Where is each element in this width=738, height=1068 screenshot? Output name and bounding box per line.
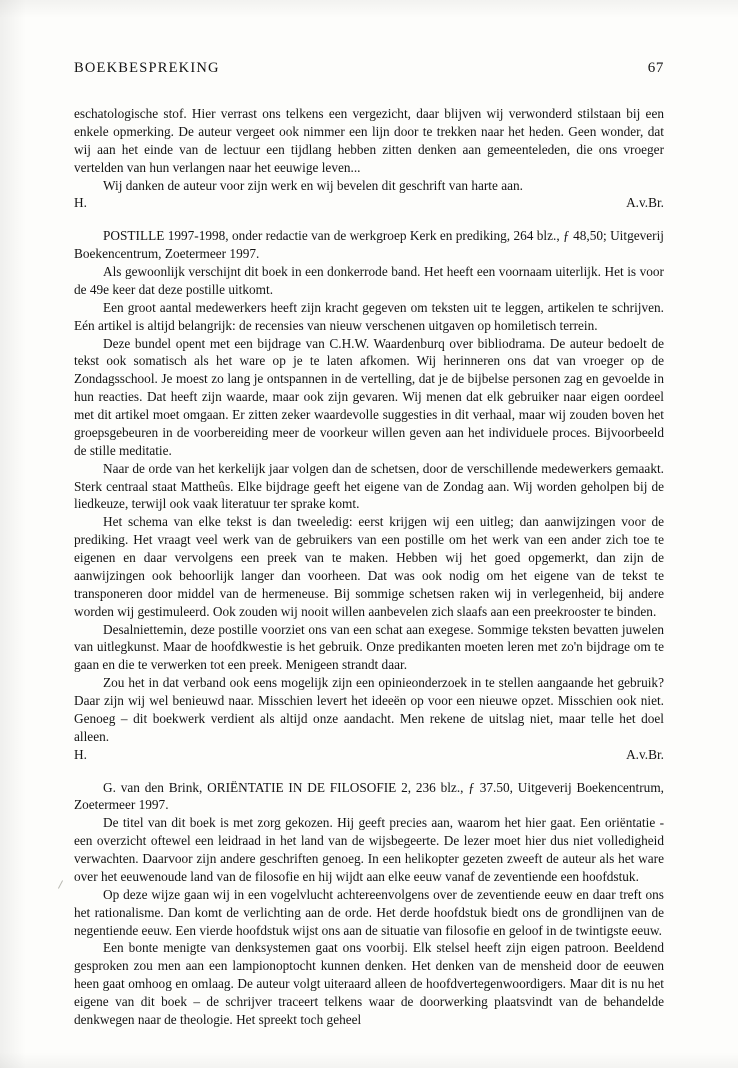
page-number: 67 — [647, 60, 664, 76]
entry-orientatie-para-1: De titel van dit boek is met zorg gekozen. Hij geeft precies aan, waarom het hier gaat. Een oriëntatie - een overzicht oftewel een leidraad in het land van de wijsbegeerte. De lezer moet hier dus niet volledigheid verwachten. Daarvoor zijn andere geschriften genoeg. In een helikopter gezeten zweeft de auteur als het ware over het eeuwenoude land van de filosofie en hij wijdt aan elke eeuw vanaf de zeventiende een hoofdstuk. — [74, 815, 664, 884]
scan-artifact-mark — [58, 880, 63, 888]
entry-postille-para-7: Zou het in dat verband ook eens mogelijk zijn een opinieonderzoek in te stellen aangaande het gebruik? Daar zijn wij wel benieuwd naar. Misschien levert het ideeën op voor een nieuwe opzet. Misschien ook niet. Genoeg – dit boekwerk verdient als altijd onze aandacht. Men rekene de uitslag niet, maar telle het doel alleen. — [74, 675, 664, 744]
entry-postille-para-5: Het schema van elke tekst is dan tweeledig: eerst krijgen wij een uitleg; dan aanwijzingen voor de prediking. Het vraagt veel werk van de gebruikers van een postille om het werk van een ander zich toe te eigenen en daar vervolgens een preek van te maken. Hebben wij het goed opgemerkt, dan zijn de aanwijzingen ook behoorlijk langer dan voorheen. Dat was ook nodig om het eigene van de tekst te transponeren door middel van de hermeneuse. Bij sommige schetsen raken wij in verlegenheid, bij andere worden wij gestimuleerd. Ook zouden wij nooit willen aanbevelen zich slaafs aan een preekrooster te binden. — [74, 514, 664, 619]
signature-line-2 — [74, 746, 664, 764]
entry-postille-para-4: Naar de orde van het kerkelijk jaar volgen dan de schetsen, door de verschillende medewerkers gemaakt. Sterk centraal staat Mattheûs. Elke bijdrage geeft het eigene van de Zondag aan. Wij worden geholpen bij de liedkeuze, terwijl ook vaak literatuur ter sprake komt. — [74, 460, 664, 512]
signature-left-2: H. — [74, 746, 87, 762]
page-bottom-shading — [0, 1052, 738, 1068]
entry-postille-para-1: Als gewoonlijk verschijnt dit boek in een donkerrode band. Het heeft een voornaam uiterlijk. Het is voor de 49e keer dat deze postille uitkomt. — [74, 264, 664, 297]
running-head-title: BOEKBESPREKING — [74, 60, 220, 76]
page-left-shading — [0, 0, 26, 1068]
review-entry-orientatie — [74, 779, 664, 1029]
entry-orientatie-para-3: Een bonte menigte van denksystemen gaat ons voorbij. Elk stelsel heeft zijn eigen patroon. Beeldend gesproken zou men aan een lampionoptocht kunnen denken. Het denken van de mensheid door de eeuwen heen gaat omhoog en omlaag. De auteur volgt uiteraard alleen de hoofdvertegenwoordigers. Maar dit is nu het eigene van dit boek – de schrijver traceert telkens waar de doorwerking plaatsvindt van de behandelde denkwegen naar de theologie. Het spreekt toch geheel — [74, 940, 664, 1027]
signature-right-1: A.v.Br. — [626, 195, 664, 211]
entry-orientatie-para-2: Op deze wijze gaan wij in een vogelvlucht achtereenvolgens over de zeventiende eeuw en daar treft ons het rationalisme. Dan komt de verlichting aan de orde. Het derde hoofdstuk biedt ons de grondlijnen van de negentiende eeuw. Een vierde hoofdstuk wijst ons aan de situatie van filosofie en geloof in de twintigste eeuw. — [74, 886, 664, 938]
signature-right-2: A.v.Br. — [626, 746, 664, 762]
review-entry-postille — [74, 227, 664, 763]
signature-line-1 — [74, 194, 664, 212]
entry-postille-para-6: Desalniettemin, deze postille voorziet ons van een schat aan exegese. Sommige teksten bevatten juwelen van uitlegkunst. Maar de hoofdkwestie is het gebruik. Onze predikanten moeten leren met zo'n bijdrage om te gaan en die te verwerken tot een preek. Menigeen strandt daar. — [74, 621, 664, 673]
page-content — [74, 60, 664, 1029]
running-head — [74, 60, 664, 77]
paragraph-continued: eschatologische stof. Hier verrast ons telkens een vergezicht, daar blijven wij verwonderd stilstaan bij een enkele opmerking. De auteur vergeet ook nimmer een lijn door te trekken naar het heden. Geen wonder, dat wij aan het einde van de lectuur een tijdlang hebben zitten denken aan gemeenteleden, die ons vroeger vertelden van hun verlangen naar het eeuwige leven... — [74, 106, 664, 175]
paragraph-thanks: Wij danken de auteur voor zijn werk en wij bevelen dit geschrift van harte aan. — [103, 177, 524, 193]
entry-heading-postille: POSTILLE 1997-1998, onder redactie van de werkgroep Kerk en prediking, 264 blz., ƒ 48,50; Uitgeverij Boekencentrum, Zoetermeer 1997. — [74, 228, 664, 262]
entry-postille-para-2: Een groot aantal medewerkers heeft zijn kracht gegeven om teksten uit te leggen, artikelen te schrijven. Eén artikel is altijd belangrijk: de recensies van nieuw verschenen uitgaven op homiletisch terrein. — [74, 299, 664, 333]
page-top-shading — [0, 0, 738, 18]
entry-heading-orientatie: G. van den Brink, ORIËNTATIE IN DE FILOSOFIE 2, 236 blz., ƒ 37.50, Uitgeverij Boekencentrum, Zoetermeer 1997. — [74, 779, 664, 813]
signature-left-1: H. — [74, 195, 87, 211]
entry-postille-para-3: Deze bundel opent met een bijdrage van C.H.W. Waardenburq over bibliodrama. De auteur bedoelt de tekst ook somatisch als het ware op je te laten afkomen. Wij herinneren ons dat van vroeger op de Zondagsschool. Je moest zo lang je ontspannen in de vertelling, dat je de bijbelse personen zag en gevoelde in hun reacties. Dat heeft zijn waarde, maar ook zijn gevaren. Wij menen dat elk gebruiker naar eigen oordeel met dit artikel moet omgaan. Er zitten zeker waardevolle suggesties in dit verhaal, maar wij zouden boven het groepsgebeuren in de voorbereiding meer de voorkeur willen geven aan het individuele proces. Bijvoorbeeld de stille meditatie. — [74, 335, 664, 458]
